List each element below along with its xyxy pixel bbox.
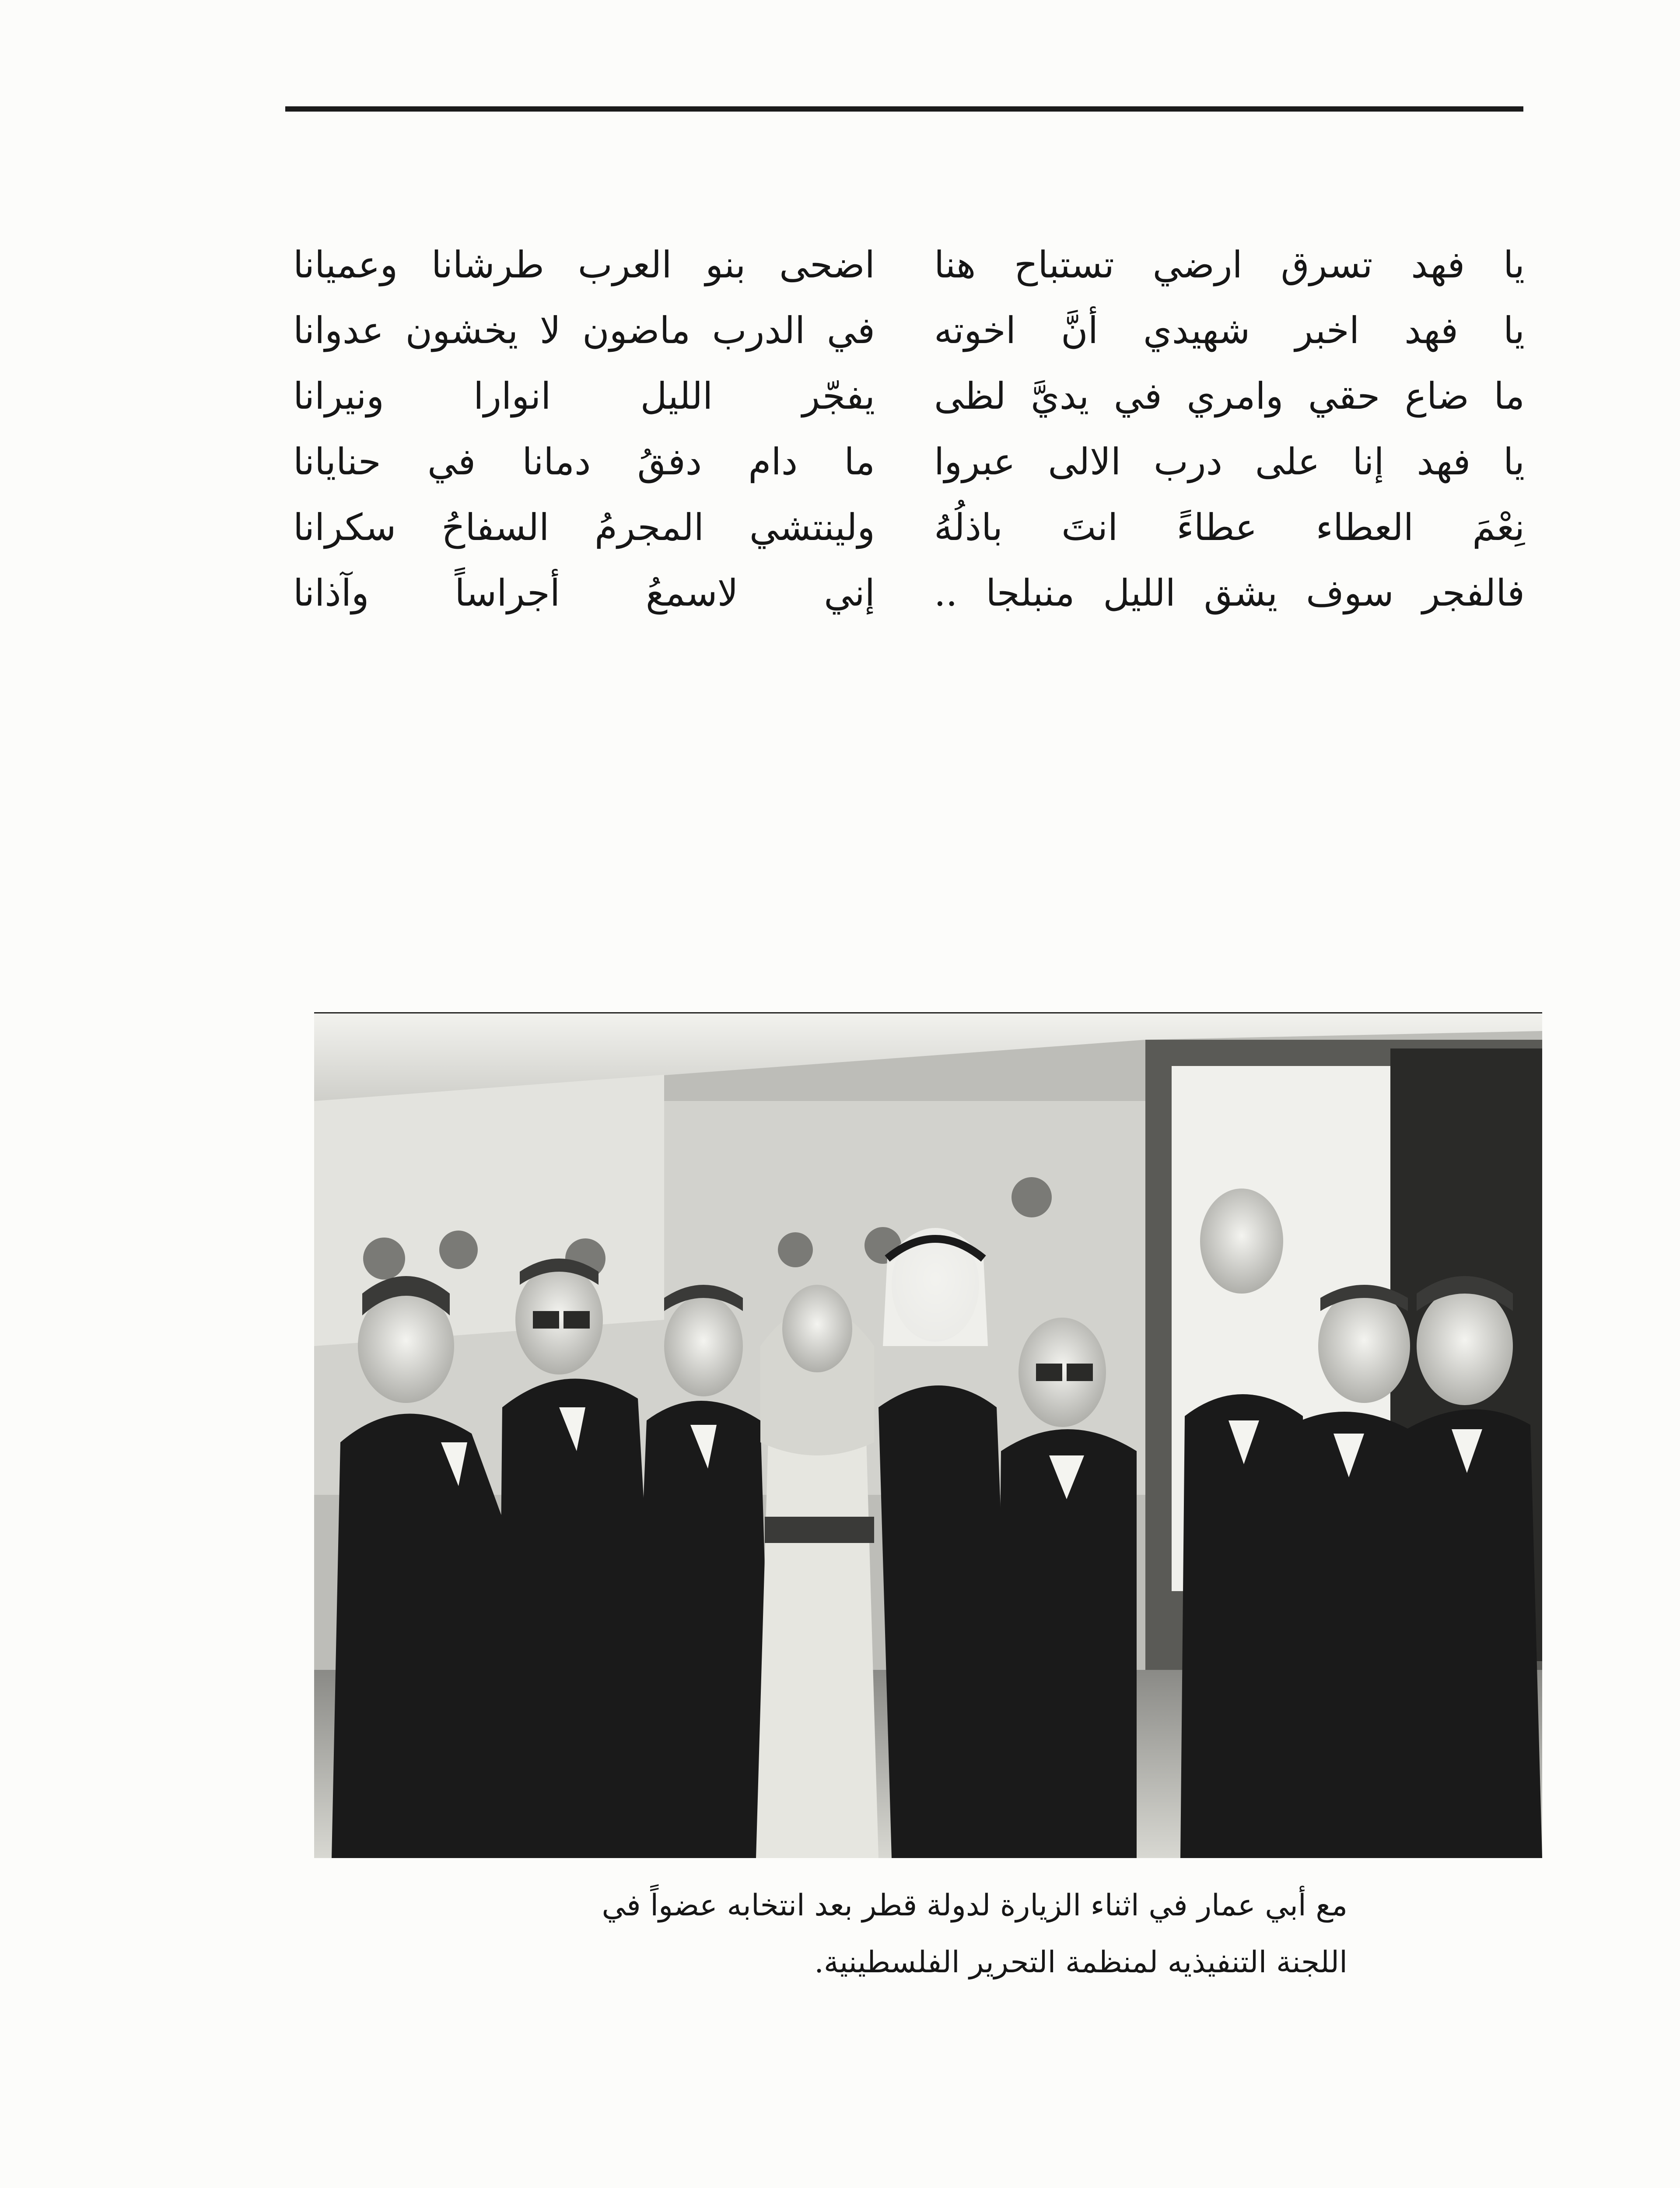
group-photograph bbox=[314, 1012, 1542, 1858]
top-rule bbox=[285, 106, 1523, 112]
verse-line: نِعْمَ العطاء عطاءً انتَ باذلُهُ bbox=[934, 506, 1525, 549]
verse-line: ما ضاع حقي وامري في يديَّ لظى bbox=[934, 375, 1525, 417]
verse-line: يا فهد إنا على درب الالى عبروا bbox=[934, 440, 1525, 483]
caption-line: مع أبي عمار في اثناء الزيارة لدولة قطر بعد انتخابه عضواً في bbox=[602, 1888, 1348, 1923]
verse-line: يا فهد تسرق ارضي تستباح هنا bbox=[934, 243, 1525, 286]
photo-caption bbox=[341, 1877, 1348, 1991]
verse-line: يا فهد اخبر شهيدي أنَّ اخوته bbox=[934, 309, 1525, 352]
verse-line: في الدرب ماضون لا يخشون عدوانا bbox=[293, 309, 875, 352]
verse-line: يفجّر الليل انوارا ونيرانا bbox=[293, 375, 875, 417]
verse-line: فالفجر سوف يشق الليل منبلجا .. bbox=[934, 572, 1525, 614]
verse-line: ما دام دفقُ دمانا في حنايانا bbox=[293, 440, 875, 483]
poem-column-right bbox=[934, 232, 1525, 626]
verse-line: إني لاسمعُ أجراساً وآذانا bbox=[293, 572, 875, 614]
verse-line: ولينتشي المجرمُ السفاحُ سكرانا bbox=[293, 506, 875, 549]
caption-line: اللجنة التنفيذيه لمنظمة التحرير الفلسطينية. bbox=[814, 1945, 1348, 1980]
poem-column-left bbox=[293, 232, 875, 626]
photo-illustration bbox=[314, 1013, 1542, 1858]
verse-line: اضحى بنو العرب طرشانا وعميانا bbox=[293, 243, 875, 286]
